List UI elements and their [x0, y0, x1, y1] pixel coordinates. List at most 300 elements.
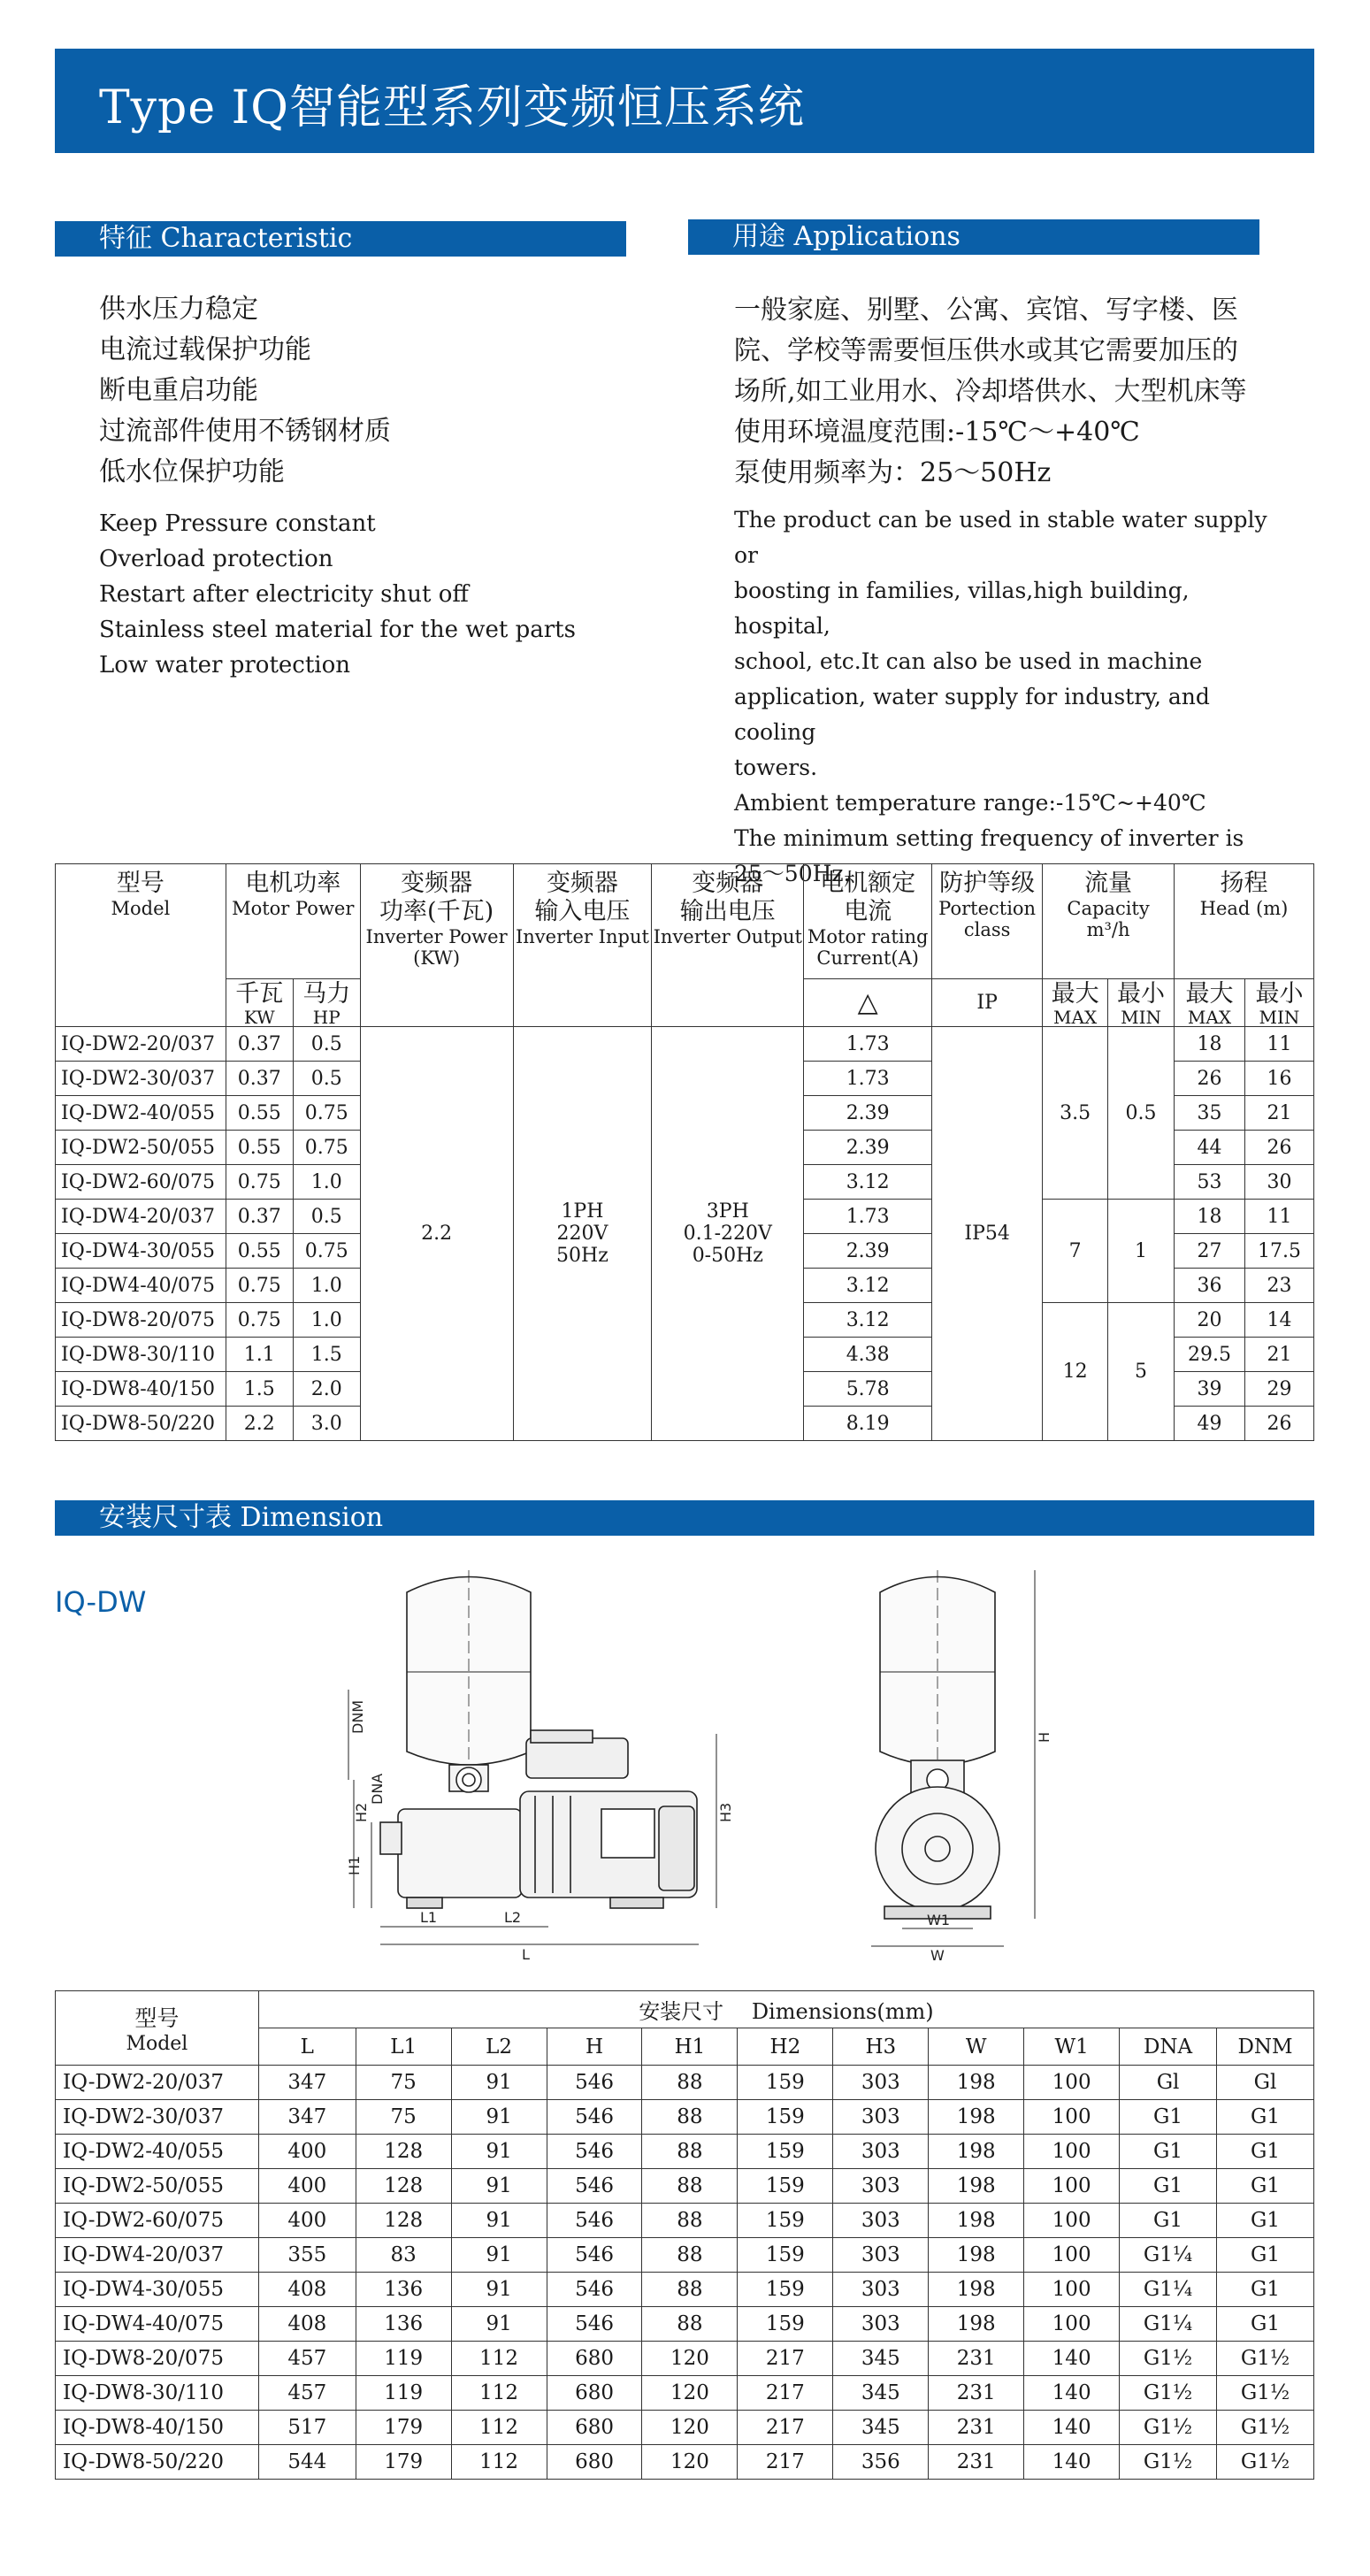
table-cell: 88	[642, 2238, 738, 2273]
table-cell: 75	[356, 2066, 451, 2100]
table-cell: 91	[451, 2066, 547, 2100]
table-cell: 119	[356, 2342, 451, 2376]
table-cell: 680	[547, 2376, 642, 2411]
table-cell: 159	[738, 2135, 833, 2169]
inverter-input-cell: 1PH 220V 50Hz	[513, 1027, 652, 1441]
table-cell: 91	[451, 2135, 547, 2169]
table-cell: 1	[1108, 1200, 1175, 1303]
table-cell: 198	[929, 2066, 1024, 2100]
table-cell: 11	[1244, 1200, 1313, 1234]
table-cell: G1½	[1120, 2411, 1217, 2445]
column-header: H3	[833, 2028, 929, 2066]
table-cell: 12	[1043, 1303, 1108, 1441]
table-cell: 400	[258, 2169, 356, 2204]
table-cell: G1½	[1217, 2411, 1314, 2445]
table-cell: 355	[258, 2238, 356, 2273]
table-cell: IQ-DW2-20/037	[56, 2066, 259, 2100]
table-cell: 303	[833, 2273, 929, 2307]
table-cell: 112	[451, 2376, 547, 2411]
table-cell: 159	[738, 2169, 833, 2204]
table-cell: 21	[1244, 1096, 1313, 1131]
table-cell: 140	[1024, 2445, 1120, 2480]
kw-header: 千瓦 KW	[226, 979, 293, 1027]
table-cell: 120	[642, 2445, 738, 2480]
text-line: 一般家庭、别墅、公寓、宾馆、写字楼、医	[734, 295, 1238, 326]
table-cell: 1.73	[804, 1062, 932, 1096]
table-cell: 0.75	[293, 1096, 360, 1131]
table-cell: 2.0	[293, 1372, 360, 1407]
table-cell: 400	[258, 2135, 356, 2169]
dim-label-h: H	[1036, 1731, 1052, 1743]
table-cell: 198	[929, 2100, 1024, 2135]
table-cell: G1	[1217, 2135, 1314, 2169]
dimension-table	[55, 1990, 1314, 2480]
spec-header-row	[56, 864, 1314, 979]
table-cell: 2.39	[804, 1131, 932, 1165]
table-cell: 5.78	[804, 1372, 932, 1407]
list-item: Overload protection	[99, 546, 333, 572]
table-cell: G1½	[1217, 2342, 1314, 2376]
table-cell: IQ-DW2-60/075	[56, 2204, 259, 2238]
column-header: H2	[738, 2028, 833, 2066]
table-cell: G1¼	[1120, 2273, 1217, 2307]
dim-label-w1: W1	[927, 1912, 950, 1928]
table-cell: 100	[1024, 2100, 1120, 2135]
head-header: 扬程 Head (m)	[1175, 864, 1314, 979]
column-header: H	[547, 2028, 642, 2066]
table-cell: 159	[738, 2204, 833, 2238]
table-cell: IQ-DW4-40/075	[56, 2307, 259, 2342]
table-cell: 136	[356, 2307, 451, 2342]
list-item: Low water protection	[99, 652, 351, 678]
table-cell: G1	[1217, 2169, 1314, 2204]
table-cell: 2.2	[226, 1407, 293, 1441]
list-item: Keep Pressure constant	[99, 510, 376, 537]
table-cell: IQ-DW8-20/075	[56, 2342, 259, 2376]
table-cell: 0.37	[226, 1027, 293, 1062]
model-header: 型号 Model	[56, 864, 226, 1027]
table-cell: 457	[258, 2376, 356, 2411]
table-cell: 3.0	[293, 1407, 360, 1441]
column-header: DNM	[1217, 2028, 1314, 2066]
pump-side-view-drawing	[345, 1557, 761, 1964]
list-item: 供水压力稳定	[99, 294, 258, 325]
table-cell: G1¼	[1120, 2238, 1217, 2273]
table-cell: 400	[258, 2204, 356, 2238]
table-cell: 0.5	[1108, 1027, 1175, 1200]
table-cell: G1½	[1120, 2342, 1217, 2376]
table-cell: 179	[356, 2445, 451, 2480]
table-cell: G1½	[1217, 2445, 1314, 2480]
table-cell: 7	[1043, 1200, 1108, 1303]
table-cell: 303	[833, 2307, 929, 2342]
dim-label-l: L	[522, 1946, 530, 1963]
page-title: Type IQ智能型系列变频恒压系统	[99, 81, 805, 134]
table-cell: 356	[833, 2445, 929, 2480]
table-cell: G1	[1120, 2169, 1217, 2204]
dim-label-dna: DNA	[369, 1773, 386, 1805]
table-cell: IQ-DW2-40/055	[56, 2135, 259, 2169]
table-cell: 0.5	[293, 1027, 360, 1062]
table-cell: 0.75	[293, 1131, 360, 1165]
column-header: DNA	[1120, 2028, 1217, 2066]
list-item: 断电重启功能	[99, 375, 258, 406]
table-cell: 29	[1244, 1372, 1313, 1407]
table-cell: 26	[1175, 1062, 1245, 1096]
table-cell: 23	[1244, 1269, 1313, 1303]
table-row	[56, 2307, 1314, 2342]
table-row	[56, 2204, 1314, 2238]
table-cell: G1	[1217, 2100, 1314, 2135]
dims-title: 安装尺寸 Dimensions(mm)	[258, 1991, 1313, 2028]
cap-max-header: 最大 MAX	[1043, 979, 1108, 1027]
table-cell: 546	[547, 2204, 642, 2238]
table-cell: 517	[258, 2411, 356, 2445]
table-cell: 198	[929, 2169, 1024, 2204]
table-cell: 14	[1244, 1303, 1313, 1338]
table-cell: G1	[1217, 2238, 1314, 2273]
table-cell: 112	[451, 2445, 547, 2480]
table-cell: IQ-DW2-30/037	[56, 1062, 226, 1096]
table-cell: 347	[258, 2100, 356, 2135]
text-line: application, water supply for industry, and cooling	[734, 684, 1210, 745]
table-cell: 159	[738, 2066, 833, 2100]
text-line: 场所,如工业用水、冷却塔供水、大型机床等	[734, 376, 1247, 407]
table-cell: 2.39	[804, 1096, 932, 1131]
dim-model-header: 型号 Model	[56, 1991, 259, 2066]
table-cell: 128	[356, 2169, 451, 2204]
table-row	[56, 2135, 1314, 2169]
dim-label-w: W	[930, 1947, 945, 1964]
table-row	[56, 1027, 1314, 1062]
column-header: H1	[642, 2028, 738, 2066]
table-cell: 88	[642, 2307, 738, 2342]
table-cell: 2.2	[360, 1027, 513, 1441]
table-cell: 231	[929, 2342, 1024, 2376]
table-cell: 91	[451, 2238, 547, 2273]
text-line: The product can be used in stable water supply or	[734, 507, 1267, 568]
table-cell: G1	[1217, 2273, 1314, 2307]
table-cell: 112	[451, 2411, 547, 2445]
table-cell: 35	[1175, 1096, 1245, 1131]
table-cell: 0.55	[226, 1234, 293, 1269]
table-row	[56, 2100, 1314, 2135]
list-item: Stainless steel material for the wet parts	[99, 617, 576, 643]
table-cell: 303	[833, 2169, 929, 2204]
table-cell: 198	[929, 2135, 1024, 2169]
inverter-input-header: 变频器 输入电压 Inverter Input	[513, 864, 652, 1027]
table-cell: 347	[258, 2066, 356, 2100]
text-line: 使用环境温度范围:-15℃～+40℃	[734, 417, 1140, 448]
table-cell: 21	[1244, 1338, 1313, 1372]
table-cell: Gl	[1120, 2066, 1217, 2100]
column-header: W	[929, 2028, 1024, 2066]
table-cell: IQ-DW8-30/110	[56, 2376, 259, 2411]
table-cell: 1.1	[226, 1338, 293, 1372]
table-cell: 3.5	[1043, 1027, 1108, 1200]
spec-table-body	[56, 1027, 1314, 1441]
table-cell: IQ-DW2-50/055	[56, 2169, 259, 2204]
characteristic-en-list	[99, 506, 576, 683]
table-cell: 100	[1024, 2169, 1120, 2204]
applications-heading: 用途 Applications	[732, 221, 961, 252]
table-cell: 546	[547, 2238, 642, 2273]
text-line: 25～50Hz.	[734, 861, 851, 886]
table-cell: 11	[1244, 1027, 1313, 1062]
table-cell: 159	[738, 2238, 833, 2273]
characteristic-heading-bar	[55, 221, 626, 257]
table-cell: 3.12	[804, 1269, 932, 1303]
current-header: 电机额定 电流 Motor rating Current(A)	[804, 864, 932, 979]
table-row	[56, 2445, 1314, 2480]
table-row	[56, 2411, 1314, 2445]
table-cell: 680	[547, 2445, 642, 2480]
table-cell: 546	[547, 2307, 642, 2342]
table-cell: IQ-DW4-20/037	[56, 2238, 259, 2273]
table-cell: 26	[1244, 1407, 1313, 1441]
table-cell: 91	[451, 2169, 547, 2204]
table-cell: G1	[1120, 2100, 1217, 2135]
table-cell: 217	[738, 2411, 833, 2445]
applications-en-text	[734, 502, 1291, 892]
table-cell: 546	[547, 2066, 642, 2100]
table-cell: 1.5	[293, 1338, 360, 1372]
table-cell: G1½	[1120, 2445, 1217, 2480]
table-cell: IQ-DW2-30/037	[56, 2100, 259, 2135]
table-row	[56, 2342, 1314, 2376]
table-cell: 49	[1175, 1407, 1245, 1441]
list-item: Restart after electricity shut off	[99, 581, 469, 608]
table-row	[56, 2376, 1314, 2411]
table-cell: 198	[929, 2273, 1024, 2307]
table-cell: 303	[833, 2204, 929, 2238]
list-item: 电流过载保护功能	[99, 334, 311, 365]
table-cell: 231	[929, 2376, 1024, 2411]
table-cell: G1	[1120, 2135, 1217, 2169]
table-cell: 29.5	[1175, 1338, 1245, 1372]
table-cell: 88	[642, 2204, 738, 2238]
table-cell: 345	[833, 2342, 929, 2376]
table-cell: 0.5	[293, 1062, 360, 1096]
text-line: school, etc.It can also be used in machine	[734, 648, 1203, 674]
text-line: The minimum setting frequency of inverter is	[734, 825, 1244, 851]
table-cell: IQ-DW4-20/037	[56, 1200, 226, 1234]
cap-min-header: 最小 MIN	[1108, 979, 1175, 1027]
dimension-heading: 安装尺寸表 Dimension	[99, 1502, 384, 1533]
table-row	[56, 2066, 1314, 2100]
table-cell: 18	[1175, 1200, 1245, 1234]
table-cell: 1.73	[804, 1027, 932, 1062]
table-cell: 8.19	[804, 1407, 932, 1441]
table-cell: 231	[929, 2411, 1024, 2445]
table-cell: IQ-DW2-40/055	[56, 1096, 226, 1131]
table-cell: 140	[1024, 2376, 1120, 2411]
table-cell: 26	[1244, 1131, 1313, 1165]
list-item: 过流部件使用不锈钢材质	[99, 416, 391, 447]
table-cell: IQ-DW8-50/220	[56, 2445, 259, 2480]
dim-header-row	[56, 1991, 1314, 2028]
table-cell: 27	[1175, 1234, 1245, 1269]
table-cell: 0.37	[226, 1062, 293, 1096]
table-cell: 100	[1024, 2204, 1120, 2238]
column-header: W1	[1024, 2028, 1120, 2066]
column-header: L	[258, 2028, 356, 2066]
table-cell: 120	[642, 2411, 738, 2445]
table-cell: 100	[1024, 2135, 1120, 2169]
table-cell: 198	[929, 2238, 1024, 2273]
table-cell: 303	[833, 2238, 929, 2273]
table-cell: 179	[356, 2411, 451, 2445]
table-cell: 4.38	[804, 1338, 932, 1372]
protection-header: 防护等级 Portection class	[932, 864, 1043, 979]
table-cell: 2.39	[804, 1234, 932, 1269]
dim-label-h3: H3	[717, 1802, 734, 1822]
table-cell: G1½	[1217, 2376, 1314, 2411]
table-cell: 680	[547, 2411, 642, 2445]
table-cell: IP54	[932, 1027, 1043, 1441]
table-cell: IQ-DW4-40/075	[56, 1269, 226, 1303]
text-line: Ambient temperature range:-15℃~+40℃	[734, 790, 1206, 816]
table-cell: 91	[451, 2273, 547, 2307]
table-cell: 44	[1175, 1131, 1245, 1165]
table-cell: 159	[738, 2273, 833, 2307]
table-cell: 100	[1024, 2066, 1120, 2100]
table-cell: 0.55	[226, 1131, 293, 1165]
table-cell: 75	[356, 2100, 451, 2135]
table-cell: 88	[642, 2066, 738, 2100]
table-cell: 408	[258, 2273, 356, 2307]
head-max-header: 最大 MAX	[1175, 979, 1245, 1027]
dim-label-h2: H2	[353, 1802, 370, 1822]
table-cell: 91	[451, 2204, 547, 2238]
table-cell: 91	[451, 2100, 547, 2135]
table-row	[56, 2273, 1314, 2307]
table-cell: 303	[833, 2100, 929, 2135]
table-cell: IQ-DW8-20/075	[56, 1303, 226, 1338]
inverter-output-cell: 3PH 0.1-220V 0-50Hz	[652, 1027, 804, 1441]
table-cell: 3.12	[804, 1165, 932, 1200]
model-series-label: IQ-DW	[55, 1585, 147, 1619]
dim-label-h1: H1	[346, 1855, 363, 1875]
table-cell: 546	[547, 2135, 642, 2169]
table-cell: 53	[1175, 1165, 1245, 1200]
table-cell: 0.75	[226, 1303, 293, 1338]
table-cell: 88	[642, 2100, 738, 2135]
table-cell: 544	[258, 2445, 356, 2480]
table-cell: 128	[356, 2135, 451, 2169]
table-row	[56, 2169, 1314, 2204]
inverter-output-header: 变频器 输出电压 Inverter Output	[652, 864, 804, 1027]
table-cell: 1.5	[226, 1372, 293, 1407]
dim-label-l1: L1	[420, 1909, 438, 1926]
triangle-header: △	[804, 979, 932, 1027]
table-cell: 20	[1175, 1303, 1245, 1338]
table-cell: 0.5	[293, 1200, 360, 1234]
table-cell: 39	[1175, 1372, 1245, 1407]
table-cell: 100	[1024, 2273, 1120, 2307]
table-cell: IQ-DW8-50/220	[56, 1407, 226, 1441]
motor-power-header: 电机功率 Motor Power	[226, 864, 360, 979]
head-min-header: 最小 MIN	[1244, 979, 1313, 1027]
table-cell: 231	[929, 2445, 1024, 2480]
table-cell: 345	[833, 2376, 929, 2411]
characteristic-cn-list	[99, 289, 391, 493]
table-cell: 159	[738, 2100, 833, 2135]
text-line: 泵使用频率为：25～50Hz	[734, 457, 1052, 488]
column-header: L1	[356, 2028, 451, 2066]
table-cell: 5	[1108, 1303, 1175, 1441]
table-cell: 546	[547, 2100, 642, 2135]
pump-front-view-drawing	[849, 1557, 1061, 1964]
table-cell: 408	[258, 2307, 356, 2342]
table-cell: 30	[1244, 1165, 1313, 1200]
table-cell: 546	[547, 2169, 642, 2204]
table-cell: Gl	[1217, 2066, 1314, 2100]
dim-table-body	[56, 2066, 1314, 2480]
table-cell: IQ-DW2-20/037	[56, 1027, 226, 1062]
table-cell: 217	[738, 2445, 833, 2480]
table-cell: IQ-DW2-60/075	[56, 1165, 226, 1200]
table-cell: 217	[738, 2342, 833, 2376]
table-cell: 120	[642, 2342, 738, 2376]
table-cell: 128	[356, 2204, 451, 2238]
dim-label-l2: L2	[504, 1909, 522, 1926]
applications-heading-bar	[688, 219, 1259, 255]
table-cell: 217	[738, 2376, 833, 2411]
table-cell: 17.5	[1244, 1234, 1313, 1269]
text-line: 院、学校等需要恒压供水或其它需要加压的	[734, 335, 1238, 366]
table-cell: 100	[1024, 2307, 1120, 2342]
table-cell: 88	[642, 2135, 738, 2169]
table-cell: 36	[1175, 1269, 1245, 1303]
table-cell: 0.75	[226, 1165, 293, 1200]
table-cell: G1	[1217, 2204, 1314, 2238]
table-cell: G1	[1120, 2204, 1217, 2238]
table-cell: 120	[642, 2376, 738, 2411]
table-cell: IQ-DW8-40/150	[56, 1372, 226, 1407]
spec-table	[55, 863, 1314, 1441]
table-cell: 140	[1024, 2342, 1120, 2376]
page-title-bar	[55, 49, 1314, 153]
table-cell: 198	[929, 2307, 1024, 2342]
table-cell: G1½	[1120, 2376, 1217, 2411]
table-cell: 680	[547, 2342, 642, 2376]
table-cell: 546	[547, 2273, 642, 2307]
table-cell: 0.75	[226, 1269, 293, 1303]
table-cell: IQ-DW4-30/055	[56, 2273, 259, 2307]
dim-label-dnm: DNM	[349, 1699, 366, 1734]
table-cell: G1	[1217, 2307, 1314, 2342]
table-cell: 88	[642, 2273, 738, 2307]
characteristic-heading: 特征 Characteristic	[99, 223, 353, 254]
table-cell: 119	[356, 2376, 451, 2411]
table-cell: 16	[1244, 1062, 1313, 1096]
capacity-header: 流量 Capacity m³/h	[1043, 864, 1175, 979]
table-cell: 345	[833, 2411, 929, 2445]
dimension-heading-bar	[55, 1500, 1314, 1536]
table-row	[56, 2238, 1314, 2273]
table-cell: 0.55	[226, 1096, 293, 1131]
table-cell: 1.0	[293, 1165, 360, 1200]
table-cell: 457	[258, 2342, 356, 2376]
hp-header: 马力 HP	[293, 979, 360, 1027]
table-cell: IQ-DW4-30/055	[56, 1234, 226, 1269]
table-cell: 136	[356, 2273, 451, 2307]
table-cell: 140	[1024, 2411, 1120, 2445]
text-line: boosting in families, villas,high building, hospital,	[734, 578, 1190, 639]
table-cell: 159	[738, 2307, 833, 2342]
table-cell: 1.73	[804, 1200, 932, 1234]
